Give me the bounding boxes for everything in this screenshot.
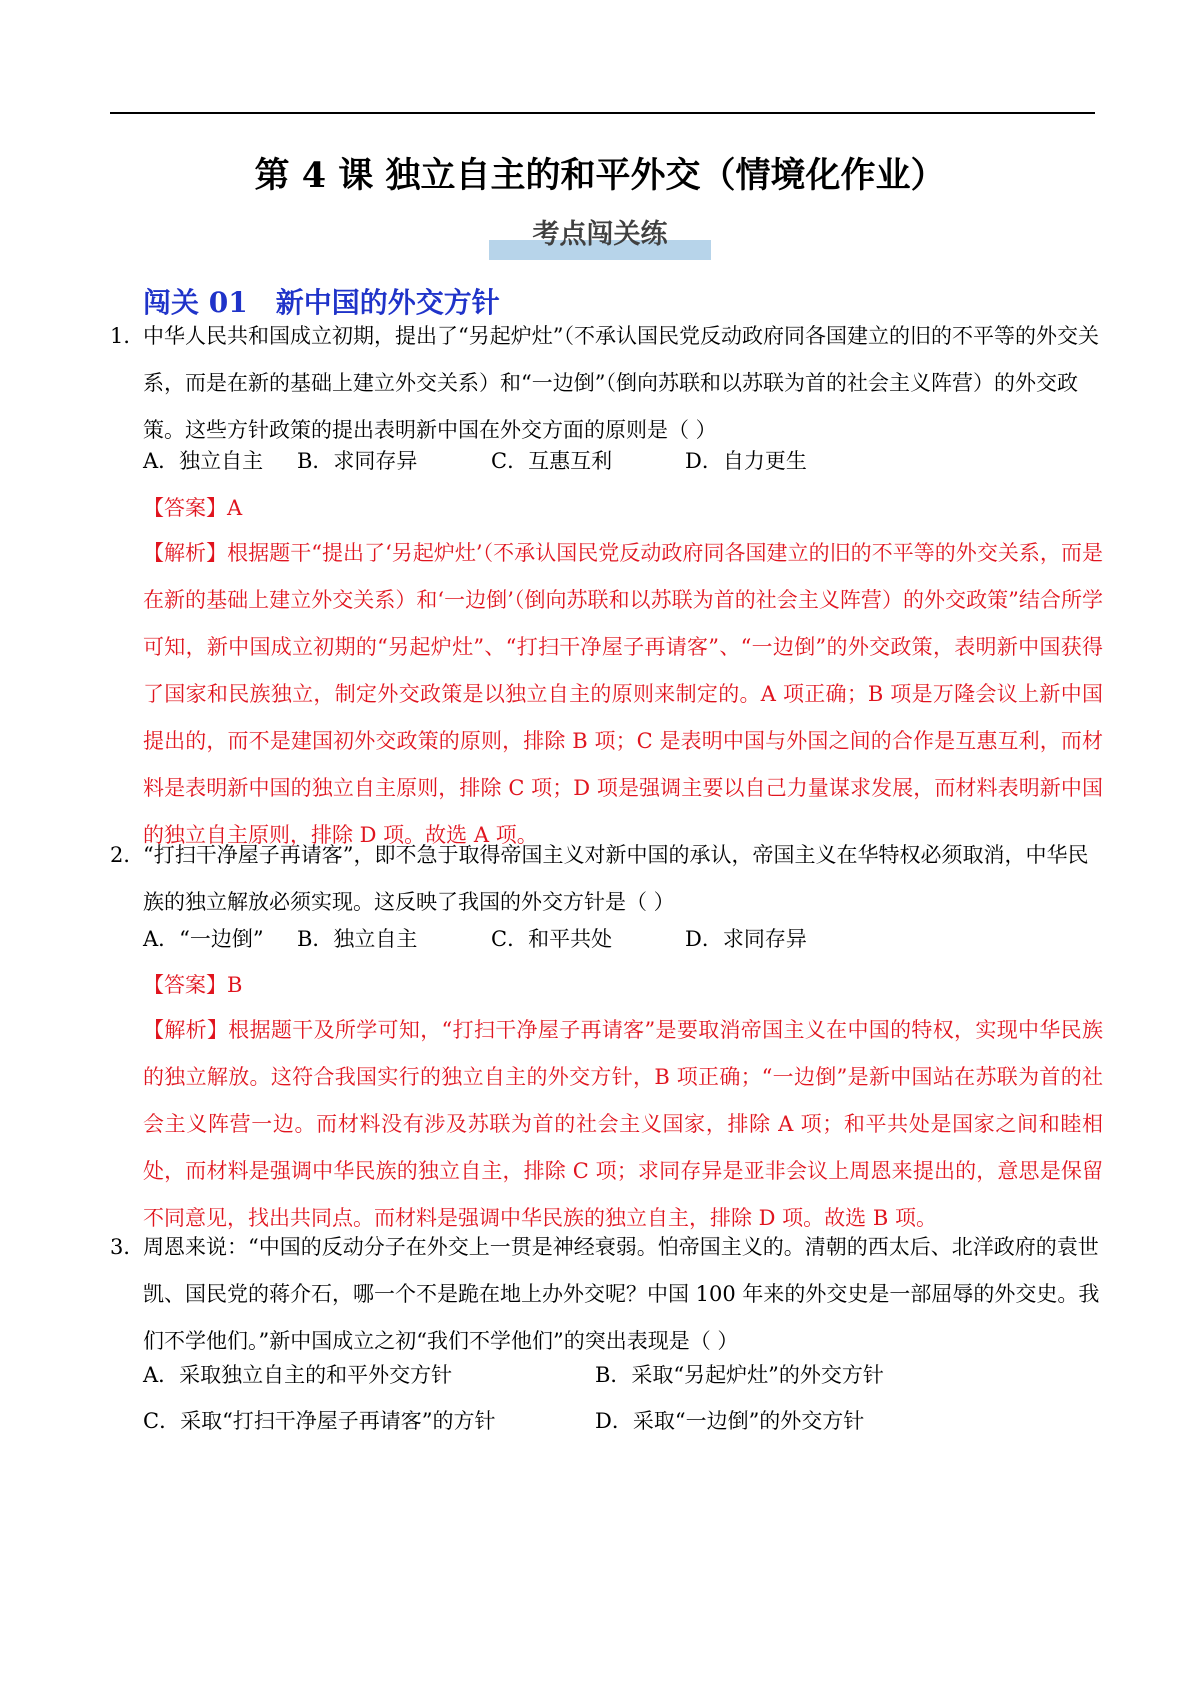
question-number: 1． xyxy=(110,324,145,348)
header-rule xyxy=(110,112,1095,114)
analysis-2: 【解析】根据题干及所学可知，“打扫干净屋子再请客”是要取消帝国主义在中国的特权，实现中华民族的独立解放。这符合我国实行的独立自主的外交方针，B 项正确；“一边倒”是新中国站在苏联为首的社会主义阵营一边。而材料没有涉及苏联为首的社会主义国家，排除 A 项；和平共处是国家之间和睦相处，而材料是强调中华民族的独立自主，排除 C 项；求同存异是亚非会议上周恩来提出的，意思是保留不同意见，找出共同点。而材料是强调中华民族的独立自主，排除 D 项。故选 B 项。 xyxy=(143,1018,1103,1230)
option-c: C．互惠互利 xyxy=(491,449,613,473)
answer-1: 【答案】A xyxy=(143,496,243,520)
option-d: D．采取“一边倒”的外交方针 xyxy=(595,1409,865,1433)
option-b: B．求同存异 xyxy=(297,449,418,473)
section-name: 新中国的外交方针 xyxy=(275,286,500,319)
option-b: B．独立自主 xyxy=(297,927,418,951)
analysis-1: 【解析】根据题干“提出了‘另起炉灶’（不承认国民党反动政府同各国建立的旧的不平等的外交关系，而是在新的基础上建立外交关系）和‘一边倒’（倒向苏联和以苏联为首的社会主义阵营）的外交政策”结合所学可知，新中国成立初期的“另起炉灶”、“打扫干净屋子再请客”、“一边倒”的外交政策，表明新中国获得了国家和民族独立，制定外交政策是以独立自主的原则来制定的。A 项正确；B 项是万隆会议上新中国提出的，而不是建国初外交政策的原则，排除 B 项；C 是表明中国与外国之间的合作是互惠互利，而材料是表明新中国的独立自主原则，排除 C 项；D 项是强调主要以自己力量谋求发展，而材料表明新中国的独立自主原则，排除 D 项。故选 A 项。 xyxy=(143,541,1103,847)
option-c: C．和平共处 xyxy=(491,927,613,951)
question-1 xyxy=(110,313,1100,454)
badge-container xyxy=(0,218,1200,264)
answer-2: 【答案】B xyxy=(143,973,243,997)
option-d: D．求同存异 xyxy=(685,927,807,951)
option-d: D．自力更生 xyxy=(685,449,807,473)
page-title: 第 4 课 独立自主的和平外交（情境化作业） xyxy=(254,155,946,196)
question-number: 3． xyxy=(110,1235,145,1259)
option-a: A．独立自主 xyxy=(143,449,264,473)
badge-label: 考点闯关练 xyxy=(532,219,668,250)
section-badge xyxy=(489,218,711,260)
option-a: A．“一边倒” xyxy=(143,927,264,951)
question-stem: 周恩来说：“中国的反动分子在外交上一贯是神经衰弱。怕帝国主义的。清朝的西太后、北洋政府的袁世凯、国民党的蒋介石，哪一个不是跪在地上办外交呢？中国 100 年来的外交史是一部屈辱的外交史。我们不学他们。”新中国成立之初“我们不学他们”的突出表现是（ ） xyxy=(143,1235,1100,1353)
question-stem: “打扫干净屋子再请客”，即不急于取得帝国主义对新中国的承认，帝国主义在华特权必须取消，中华民族的独立解放必须实现。这反映了我国的外交方针是（ ） xyxy=(143,843,1089,914)
option-a: A．采取独立自主的和平外交方针 xyxy=(143,1363,453,1387)
option-b: B．采取“另起炉灶”的外交方针 xyxy=(595,1363,884,1387)
question-stem: 中华人民共和国成立初期，提出了“另起炉灶”（不承认国民党反动政府同各国建立的旧的不平等的外交关系，而是在新的基础上建立外交关系）和“一边倒”（倒向苏联和以苏联为首的社会主义阵营）的外交政策。这些方针政策的提出表明新中国在外交方面的原则是（ ） xyxy=(143,324,1099,442)
option-c: C．采取“打扫干净屋子再请客”的方针 xyxy=(143,1409,496,1433)
question-2 xyxy=(110,832,1100,926)
question-number: 2． xyxy=(110,843,145,867)
section-number: 闯关 01 xyxy=(143,286,248,319)
question-3 xyxy=(110,1224,1100,1365)
